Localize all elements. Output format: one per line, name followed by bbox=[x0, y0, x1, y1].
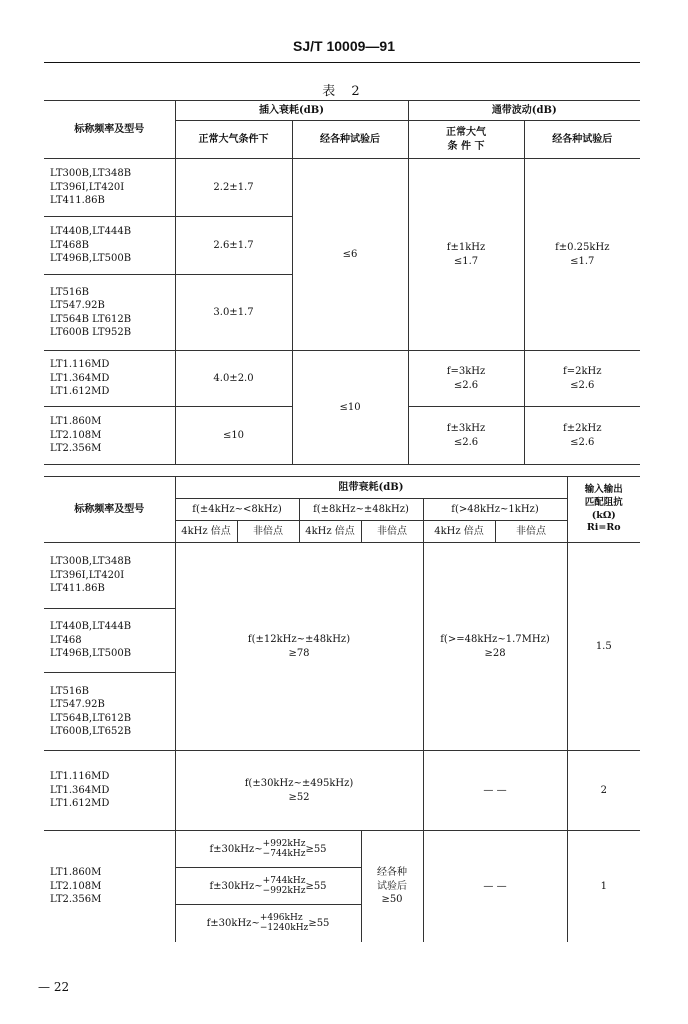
page-number: — 22 bbox=[38, 980, 70, 994]
t1-row-loss: 4.0±2.0 bbox=[175, 351, 292, 407]
t1-h-after-ripple: 经各种试验后 bbox=[524, 121, 640, 159]
t1-ripple-r4-normal: f=3kHz ≤2.6 bbox=[408, 351, 524, 407]
t2-g3-line bbox=[175, 868, 361, 905]
t2-h-nonpoint: 非倍点 bbox=[237, 521, 299, 543]
t1-row-loss: 2.2±1.7 bbox=[175, 159, 292, 217]
table-insertion-ripple bbox=[44, 100, 640, 465]
t2-g3-top: +496kHz bbox=[259, 912, 303, 923]
t2-g3-post: ≥55 bbox=[305, 843, 327, 855]
t2-g1-impedance: 1.5 bbox=[567, 543, 640, 751]
t1-row-models: LT516B LT547.92B LT564B LT612B LT600B LT952B bbox=[44, 275, 175, 351]
header-rule bbox=[44, 62, 640, 63]
t2-g3-post: ≥55 bbox=[305, 880, 327, 892]
t2-h-range-1: f(±4kHz~<8kHz) bbox=[175, 499, 299, 521]
t1-after-group-1: ≤6 bbox=[292, 159, 408, 351]
t1-group-loss: 插入衰耗(dB) bbox=[175, 101, 408, 121]
t2-col-label: 标称频率及型号 bbox=[44, 477, 175, 543]
t1-h-after: 经各种试验后 bbox=[292, 121, 408, 159]
t2-h-nonpoint: 非倍点 bbox=[361, 521, 423, 543]
t2-h-point: 4kHz 倍点 bbox=[423, 521, 495, 543]
t2-g3-line bbox=[175, 905, 361, 942]
t1-ripple-g1-after: f±0.25kHz ≤1.7 bbox=[524, 159, 640, 351]
t2-g2-stop-b: — — bbox=[423, 751, 567, 831]
t2-g3-pre: f±30kHz~ bbox=[206, 917, 260, 929]
t2-g3-impedance: 1 bbox=[567, 831, 640, 942]
t1-after-group-2: ≤10 bbox=[292, 351, 408, 465]
t1-row-models: LT1.860M LT2.108M LT2.356M bbox=[44, 407, 175, 465]
t2-g3-pre: f±30kHz~ bbox=[209, 843, 263, 855]
t2-g3-line bbox=[175, 831, 361, 868]
t2-row-models: LT440B,LT444B LT468 LT496B,LT500B bbox=[44, 609, 175, 673]
t1-row-models: LT1.116MD LT1.364MD LT1.612MD bbox=[44, 351, 175, 407]
t1-ripple-g1-normal: f±1kHz ≤1.7 bbox=[408, 159, 524, 351]
t2-row-models: LT1.860M LT2.108M LT2.356M bbox=[44, 831, 175, 942]
t2-g3-bot: −744kHz bbox=[262, 849, 306, 859]
t2-g2-stop-a: f(±30kHz~±495kHz) ≥52 bbox=[175, 751, 423, 831]
t2-row-models: LT300B,LT348B LT396I,LT420I LT411.86B bbox=[44, 543, 175, 609]
t1-row-loss: 3.0±1.7 bbox=[175, 275, 292, 351]
t1-col-label: 标称频率及型号 bbox=[44, 101, 175, 159]
t2-h-point: 4kHz 倍点 bbox=[175, 521, 237, 543]
document-code: SJ/T 10009—91 bbox=[293, 38, 395, 54]
t2-group-stop: 阻带衰耗(dB) bbox=[175, 477, 567, 499]
t2-g3-top: +992kHz bbox=[262, 838, 306, 849]
t1-row-models: LT300B,LT348B LT396I,LT420I LT411.86B bbox=[44, 159, 175, 217]
t1-row-loss: ≤10 bbox=[175, 407, 292, 465]
table-stopband bbox=[44, 476, 640, 942]
t2-h-impedance: 输入输出 匹配阻抗 (kΩ) Ri=Ro bbox=[567, 477, 640, 543]
t2-g1-stop-a: f(±12kHz~±48kHz) ≥78 bbox=[175, 543, 423, 751]
t1-row-models: LT440B,LT444B LT468B LT496B,LT500B bbox=[44, 217, 175, 275]
t2-h-range-3: f(>48kHz~1kHz) bbox=[423, 499, 567, 521]
t2-h-point: 4kHz 倍点 bbox=[299, 521, 361, 543]
table-title: 表 2 bbox=[322, 84, 366, 99]
t2-g3-bot: −1240kHz bbox=[259, 923, 309, 934]
t2-g3-stop-b: — — bbox=[423, 831, 567, 942]
t2-h-nonpoint: 非倍点 bbox=[495, 521, 567, 543]
t2-row-models: LT1.116MD LT1.364MD LT1.612MD bbox=[44, 751, 175, 831]
t1-ripple-r5-normal: f±3kHz ≤2.6 bbox=[408, 407, 524, 465]
t2-g2-impedance: 2 bbox=[567, 751, 640, 831]
t2-row-models: LT516B LT547.92B LT564B,LT612B LT600B,LT652B bbox=[44, 673, 175, 751]
t2-h-range-2: f(±8kHz~±48kHz) bbox=[299, 499, 423, 521]
t2-g3-top: +744kHz bbox=[262, 875, 306, 886]
t2-g1-stop-b: f(>=48kHz~1.7MHz) ≥28 bbox=[423, 543, 567, 751]
t1-h-normal-ripple: 正常大气 条 件 下 bbox=[408, 121, 524, 159]
t1-ripple-r5-after: f±2kHz ≤2.6 bbox=[524, 407, 640, 465]
t2-g3-post: ≥55 bbox=[308, 917, 330, 929]
t2-g3-after: 经各种 试验后 ≥50 bbox=[361, 831, 423, 942]
t2-g3-pre: f±30kHz~ bbox=[209, 880, 263, 892]
t1-ripple-r4-after: f=2kHz ≤2.6 bbox=[524, 351, 640, 407]
t1-group-ripple: 通带波动(dB) bbox=[408, 101, 640, 121]
t2-g3-bot: −992kHz bbox=[262, 886, 306, 896]
t1-h-normal: 正常大气条件下 bbox=[175, 121, 292, 159]
t1-row-loss: 2.6±1.7 bbox=[175, 217, 292, 275]
